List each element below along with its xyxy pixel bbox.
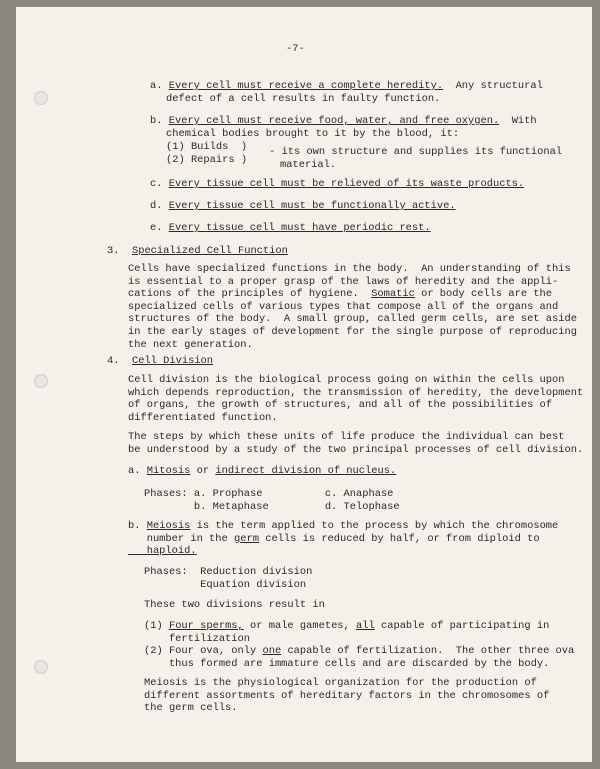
- section-3-paragraph: Cells have specialized functions in the body. An understanding of this is essential to a proper grasp of the laws of heredity and the appli- cations of the principles of hygiene. Somatic or body cells are the specialized cells of various types that compose all of the organs and structures of the body. A small group, called germ cells, are set aside in the early stages of development for the single purpose of reproducing the next generation.: [128, 263, 577, 351]
- page-sheet: [16, 7, 592, 762]
- result-2: (2) Four ova, only one capable of fertilization. The other three ova thus formed are immature cells and are discarded by the body.: [144, 645, 575, 670]
- punch-hole: [34, 91, 48, 105]
- item-b-effect-2: material.: [280, 159, 337, 171]
- item-e: e. Every tissue cell must have periodic rest.: [150, 222, 431, 234]
- item-b-repairs: (2) Repairs ): [166, 154, 248, 166]
- item-b-effect: - its own structure and supplies its functional: [269, 146, 563, 158]
- item-a: a. Every cell must receive a complete heredity. Any structural: [150, 80, 543, 92]
- punch-hole: [34, 374, 48, 388]
- item-b-line2: chemical bodies brought to it by the blood, it:: [166, 128, 460, 140]
- item-b-builds: (1) Builds ): [166, 141, 248, 153]
- page-number: -7-: [286, 43, 305, 55]
- section-4-paragraph-2: The steps by which these units of life produce the individual can best be understood by a study of the two principal processes of cell division.: [128, 431, 584, 456]
- item-d: d. Every tissue cell must be functionally active.: [150, 200, 456, 212]
- section-4-heading: 4. Cell Division: [107, 355, 214, 367]
- meiosis-paragraph: b. Meiosis is the term applied to the process by which the chromosome number in the germ cells is reduced by half, or from diploid to haploid.: [128, 520, 559, 558]
- two-divisions-intro: These two divisions result in: [144, 599, 325, 611]
- result-1: (1) Four sperms, or male gametes, all capable of participating in fertilization: [144, 620, 550, 645]
- item-c: c. Every tissue cell must be relieved of its waste products.: [150, 178, 525, 190]
- item-a-line2: defect of a cell results in faulty function.: [166, 93, 441, 105]
- phases-list: Phases: a. Prophase c. Anaphase b. Metaphase d. Telophase: [144, 488, 400, 513]
- closing-paragraph: Meiosis is the physiological organization for the production of different assortments of hereditary factors in the chromosomes of the germ cells.: [144, 677, 550, 715]
- section-3-heading: 3. Specialized Cell Function: [107, 245, 288, 257]
- section-4-paragraph-1: Cell division is the biological process going on within the cells upon which depends reproduction, the transmission of heredity, the development of organs, the growth of structures, and all of the possibilities of differentiated function.: [128, 374, 584, 424]
- item-b: b. Every cell must receive food, water, and free oxygen. With: [150, 115, 537, 127]
- meiosis-phases: Phases: Reduction division Equation division: [144, 566, 313, 591]
- mitosis-heading: a. Mitosis or indirect division of nucleus.: [128, 465, 397, 477]
- punch-hole: [34, 660, 48, 674]
